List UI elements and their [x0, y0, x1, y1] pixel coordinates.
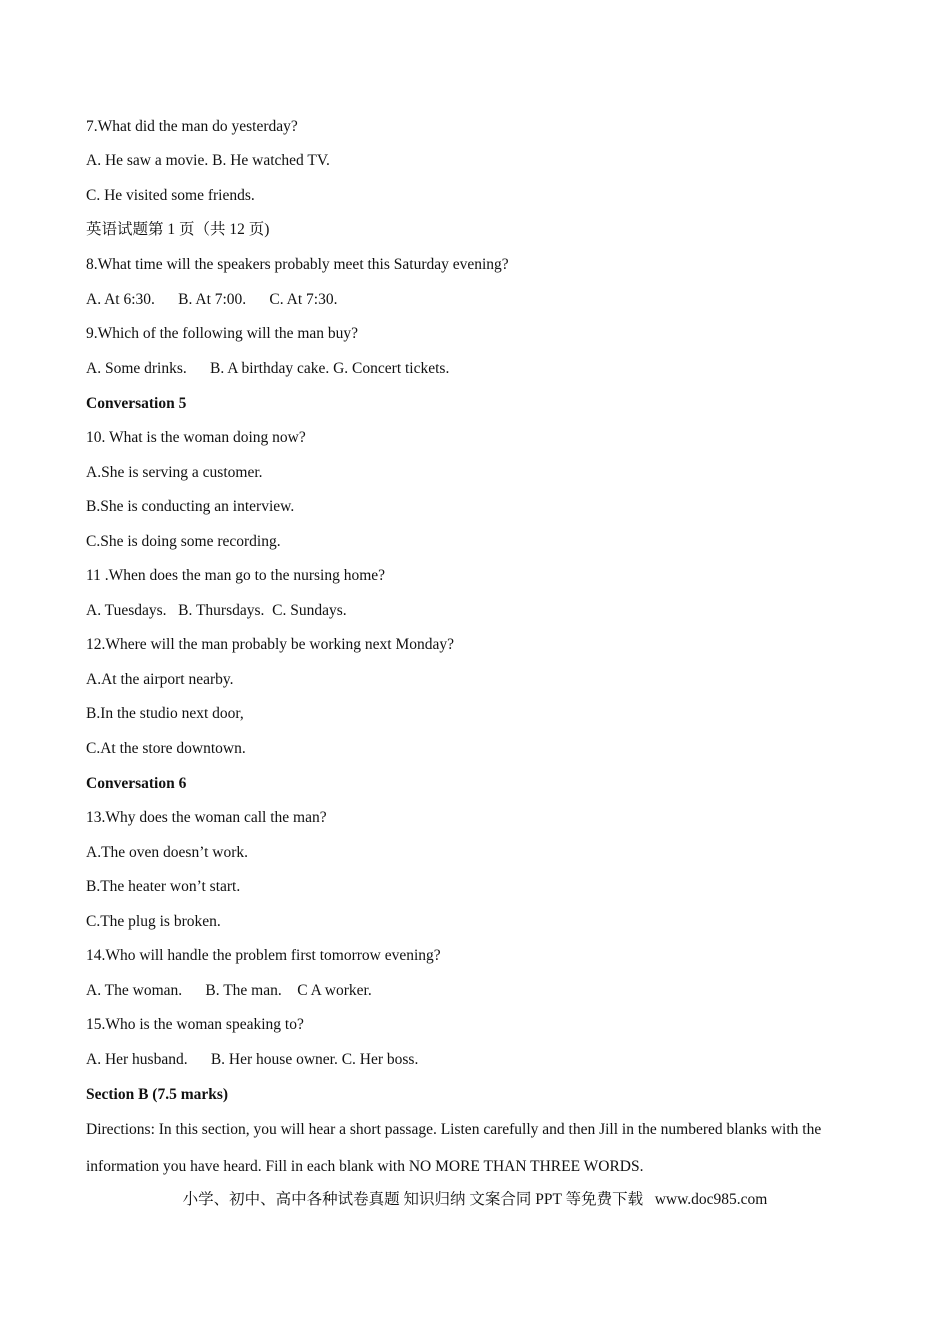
question-12-option-b: B.In the studio next door,	[86, 705, 244, 722]
section-b-heading: Section B (7.5 marks)	[86, 1086, 229, 1103]
question-14-options: A. The woman. B. The man. C A worker.	[86, 982, 372, 999]
question-8-options: A. At 6:30. B. At 7:00. C. At 7:30.	[86, 291, 338, 308]
question-7: 7.What did the man do yesterday?	[86, 118, 298, 135]
question-9-options: A. Some drinks. B. A birthday cake. G. Concert tickets.	[86, 360, 450, 377]
question-10-option-b: B.She is conducting an interview.	[86, 498, 295, 515]
conversation-5-heading: Conversation 5	[86, 395, 187, 412]
section-b-directions: Directions: In this section, you will hear a short passage. Listen carefully and then Jill in the numbered blanks with the information you have heard. Fill in each blank with NO MORE THAN THREE WORDS.	[86, 1121, 822, 1175]
question-12: 12.Where will the man probably be working next Monday?	[86, 636, 455, 653]
question-12-option-c: C.At the store downtown.	[86, 740, 246, 757]
question-15-options: A. Her husband. B. Her house owner. C. Her boss.	[86, 1051, 419, 1068]
question-13-option-c: C.The plug is broken.	[86, 913, 221, 930]
conversation-6-heading: Conversation 6	[86, 775, 187, 792]
question-10: 10. What is the woman doing now?	[86, 429, 306, 446]
question-11: 11 .When does the man go to the nursing home?	[86, 567, 386, 584]
question-8: 8.What time will the speakers probably meet this Saturday evening?	[86, 256, 509, 273]
question-13: 13.Why does the woman call the man?	[86, 809, 327, 826]
question-7-option-c: C. He visited some friends.	[86, 187, 255, 204]
page-number-note: 英语试题第 1 页（共 12 页)	[86, 221, 270, 238]
page-footer: 小学、初中、高中各种试卷真题 知识归纳 文案合同 PPT 等免费下载 www.doc985.com	[182, 1191, 768, 1208]
question-7-options-ab: A. He saw a movie. B. He watched TV.	[86, 152, 330, 169]
question-10-option-a: A.She is serving a customer.	[86, 464, 263, 481]
question-12-option-a: A.At the airport nearby.	[86, 671, 234, 688]
question-10-option-c: C.She is doing some recording.	[86, 533, 281, 550]
question-14: 14.Who will handle the problem first tomorrow evening?	[86, 947, 441, 964]
question-9: 9.Which of the following will the man buy?	[86, 325, 359, 342]
question-15: 15.Who is the woman speaking to?	[86, 1016, 304, 1033]
question-13-option-a: A.The oven doesn’t work.	[86, 844, 249, 861]
question-13-option-b: B.The heater won’t start.	[86, 878, 241, 895]
question-11-options: A. Tuesdays. B. Thursdays. C. Sundays.	[86, 602, 347, 619]
